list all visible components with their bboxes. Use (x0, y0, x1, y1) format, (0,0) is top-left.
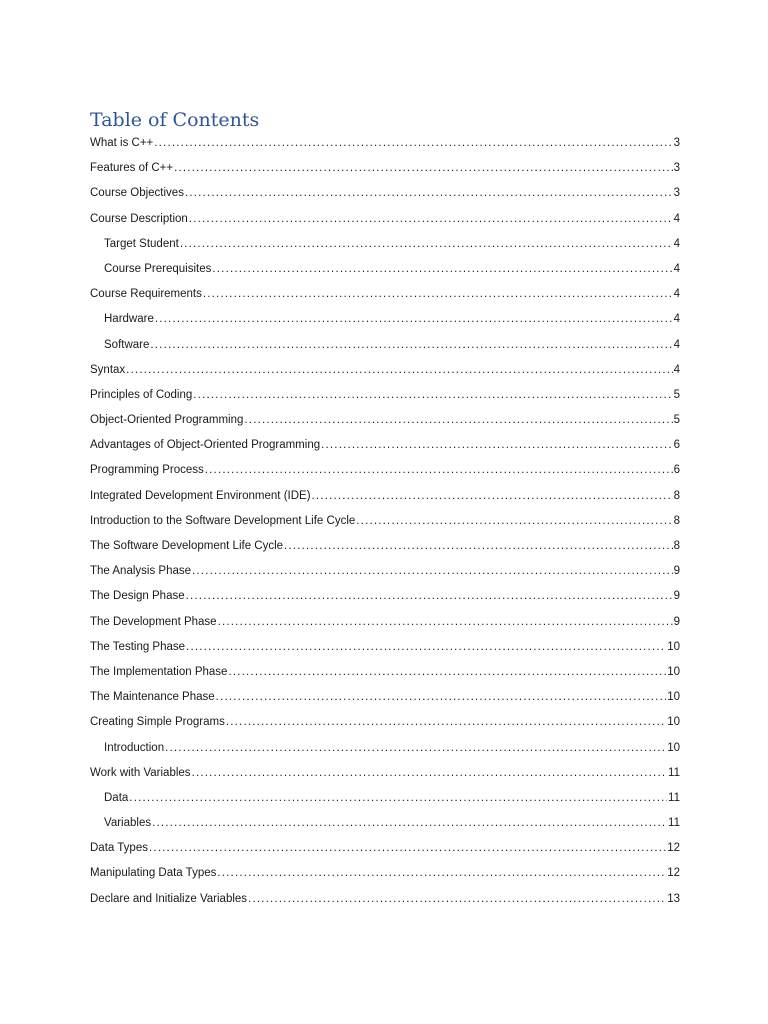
toc-entry[interactable] (90, 335, 680, 360)
toc-entry[interactable] (90, 662, 680, 687)
toc-entry-title: The Implementation Phase (90, 665, 228, 678)
toc-entry-title: Course Objectives (90, 187, 184, 200)
toc-entry[interactable] (90, 309, 680, 334)
toc-entry-page-number: 10 (667, 665, 680, 678)
toc-entry[interactable] (90, 712, 680, 737)
toc-dot-leader (284, 536, 673, 556)
toc-entry-title: Integrated Development Environment (IDE) (90, 489, 311, 502)
toc-entry[interactable] (90, 511, 680, 536)
toc-entry-page-number: 11 (668, 766, 680, 779)
toc-entry-page-number: 10 (667, 741, 680, 754)
toc-dot-leader (150, 335, 672, 355)
toc-entry-page-number: 12 (667, 842, 680, 855)
toc-entry-page-number: 6 (673, 439, 680, 452)
toc-entry-title: Data (104, 791, 129, 804)
toc-entry-title: The Testing Phase (90, 640, 186, 653)
toc-entry[interactable] (90, 561, 680, 586)
toc-dot-leader (203, 284, 673, 304)
toc-dot-leader (174, 158, 672, 178)
toc-dot-leader (186, 637, 666, 657)
toc-entry[interactable] (90, 360, 680, 385)
toc-entry[interactable] (90, 788, 680, 813)
toc-entry[interactable] (90, 209, 680, 234)
toc-dot-leader (212, 259, 672, 279)
toc-entry[interactable] (90, 536, 680, 561)
toc-heading: Table of Contents (90, 109, 260, 131)
toc-entry[interactable] (90, 460, 680, 485)
toc-entry-title: What is C++ (90, 137, 154, 149)
toc-entry[interactable] (90, 612, 680, 637)
toc-entry[interactable] (90, 486, 680, 511)
toc-entry-page-number: 9 (673, 590, 680, 603)
toc-dot-leader (248, 889, 666, 909)
toc-entry-title: Features of C++ (90, 162, 174, 175)
toc-entry-title: Manipulating Data Types (90, 867, 217, 880)
toc-entry-page-number: 9 (673, 565, 680, 578)
toc-dot-leader (321, 435, 672, 455)
toc-entry-page-number: 6 (673, 464, 680, 477)
toc-entry-page-number: 8 (673, 489, 680, 502)
toc-entry[interactable] (90, 410, 680, 435)
toc-entry[interactable] (90, 158, 680, 183)
toc-dot-leader (185, 183, 673, 203)
toc-dot-leader (244, 410, 672, 430)
toc-entry[interactable] (90, 385, 680, 410)
toc-entry-title: Object-Oriented Programming (90, 414, 244, 427)
toc-entry-title: Introduction to the Software Development Life Cycle (90, 514, 356, 527)
toc-dot-leader (180, 234, 673, 254)
toc-entry-title: Syntax (90, 363, 126, 376)
toc-entry-page-number: 11 (668, 817, 680, 830)
toc-entry-page-number: 11 (668, 791, 680, 804)
toc-entry-page-number: 8 (673, 540, 680, 552)
toc-dot-leader (193, 385, 672, 405)
toc-entry-title: Work with Variables (90, 766, 191, 779)
toc-dot-leader (217, 863, 666, 883)
toc-entry-title: Hardware (104, 313, 154, 326)
toc-entry-page-number: 4 (673, 363, 680, 376)
toc-entry-page-number: 13 (667, 892, 680, 905)
toc-dot-leader (216, 687, 667, 707)
toc-dot-leader (226, 712, 666, 732)
toc-dot-leader (149, 838, 666, 858)
toc-entry-title: Declare and Initialize Variables (90, 892, 248, 905)
toc-dot-leader (165, 738, 666, 758)
toc-entry[interactable] (90, 133, 680, 158)
toc-entry[interactable] (90, 435, 680, 460)
toc-dot-leader (155, 309, 673, 329)
toc-entry[interactable] (90, 586, 680, 611)
toc-entry[interactable] (90, 889, 680, 914)
toc-dot-leader (186, 586, 673, 606)
toc-dot-leader (192, 561, 673, 581)
toc-entry[interactable] (90, 738, 680, 763)
toc-entry-title: The Software Development Life Cycle (90, 540, 284, 552)
toc-entry-page-number: 4 (673, 262, 680, 275)
toc-entry-title: The Development Phase (90, 615, 217, 628)
toc-dot-leader (228, 662, 666, 682)
toc-entry-page-number: 9 (673, 615, 680, 628)
toc-entry-title: Course Description (90, 212, 188, 225)
toc-entry[interactable] (90, 183, 680, 208)
toc-entry-page-number: 3 (673, 187, 680, 200)
toc-entry-page-number: 10 (667, 691, 680, 704)
toc-entry-title: The Analysis Phase (90, 565, 192, 578)
toc-entry-page-number: 4 (673, 212, 680, 225)
toc-entry-title: Course Requirements (90, 288, 202, 301)
toc-dot-leader (189, 209, 673, 229)
toc-dot-leader (218, 612, 673, 632)
toc-entry-title: The Design Phase (90, 590, 185, 603)
toc-entry-title: Principles of Coding (90, 388, 193, 401)
toc-entry[interactable] (90, 863, 680, 888)
toc-entry[interactable] (90, 838, 680, 863)
toc-entry-page-number: 3 (673, 162, 680, 175)
toc-entry-page-number: 10 (667, 640, 680, 653)
toc-entry[interactable] (90, 284, 680, 309)
toc-dot-leader (356, 511, 672, 531)
toc-entry-page-number: 12 (667, 867, 680, 880)
toc-entry-page-number: 10 (667, 716, 680, 729)
toc-entry-page-number: 4 (673, 288, 680, 301)
toc-entry-page-number: 3 (673, 137, 680, 149)
toc-entry-page-number: 4 (673, 313, 680, 326)
toc-dot-leader (312, 486, 673, 506)
toc-dot-leader (192, 763, 667, 783)
toc-entry-title: Variables (104, 817, 152, 830)
toc-entry-title: Software (104, 338, 150, 351)
toc-entry-page-number: 5 (673, 388, 680, 401)
toc-dot-leader (129, 788, 667, 808)
toc-entry-title: Data Types (90, 842, 148, 855)
toc-entry-page-number: 4 (673, 237, 680, 250)
toc-dot-leader (205, 460, 673, 480)
toc-entry[interactable] (90, 637, 680, 662)
toc-entry-title: Introduction (104, 741, 165, 754)
toc-entry[interactable] (90, 687, 680, 712)
toc-entry-title: Creating Simple Programs (90, 716, 225, 729)
toc-entry-title: Programming Process (90, 464, 204, 477)
toc-entry[interactable] (90, 813, 680, 838)
toc-entry-page-number: 5 (673, 414, 680, 427)
toc-entry-page-number: 8 (673, 514, 680, 527)
toc-entry-title: Target Student (104, 237, 179, 250)
toc-entry-title: The Maintenance Phase (90, 691, 215, 704)
toc-dot-leader (126, 360, 672, 380)
toc-dot-leader (154, 133, 672, 153)
toc-entry-title: Course Prerequisites (104, 262, 212, 275)
toc-list (90, 133, 680, 914)
toc-entry-title: Advantages of Object-Oriented Programming (90, 439, 321, 452)
toc-dot-leader (152, 813, 667, 833)
toc-entry[interactable] (90, 234, 680, 259)
toc-entry-page-number: 4 (673, 338, 680, 351)
toc-entry[interactable] (90, 763, 680, 788)
toc-entry[interactable] (90, 259, 680, 284)
